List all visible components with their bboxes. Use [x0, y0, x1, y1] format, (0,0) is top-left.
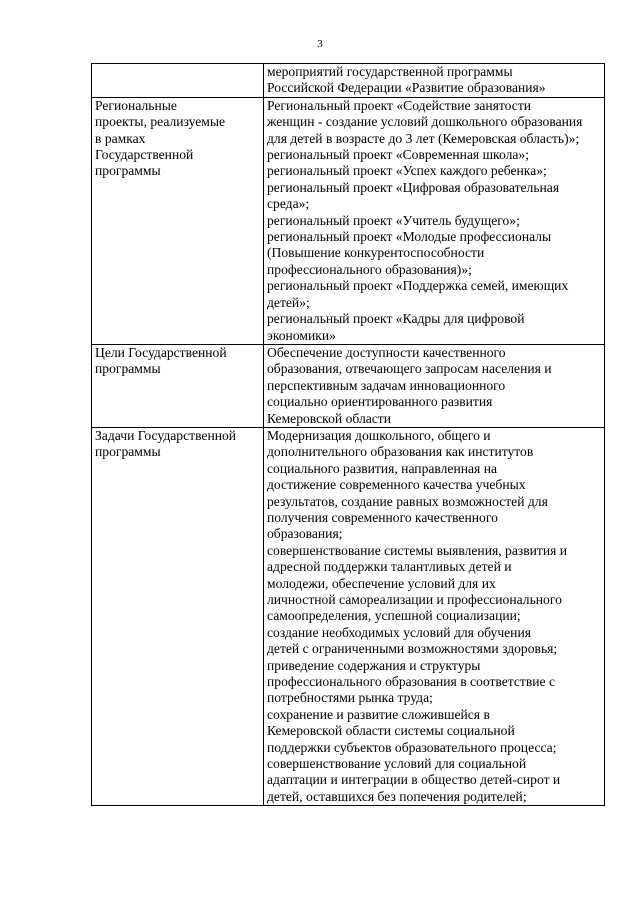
content-line: Модернизация дошкольного, общего и	[267, 427, 491, 443]
content-line: социального развития, направленная на	[267, 460, 498, 476]
table-row-tasks-row	[92, 427, 605, 805]
content-line: мероприятий государственной программы	[267, 64, 513, 79]
table-body	[92, 64, 605, 806]
content-line: детей»;	[267, 294, 310, 310]
content-line: самоопределения, успешной социализации;	[267, 608, 521, 624]
content-line: совершенствование условий для социальной	[267, 756, 527, 772]
content-line: (Повышение конкурентоспособности	[267, 245, 485, 261]
content-line: Кемеровской области системы социальной	[267, 723, 515, 739]
content-line: потребностями рынка труда;	[267, 690, 433, 706]
content-line: адресной поддержки талантливых детей и	[267, 559, 512, 575]
content-line: получения современного качественного	[267, 509, 498, 525]
row-content-cell	[264, 344, 605, 427]
content-line: профессионального образования)»;	[267, 261, 472, 277]
content-line: личностной самореализации и профессионального	[267, 592, 562, 607]
label-line: проекты, реализуемые	[95, 114, 226, 130]
content-line: детей, оставшихся без попечения родителей;	[267, 788, 527, 804]
content-line: региональный проект «Молодые профессионалы	[267, 229, 552, 245]
content-line: создание необходимых условий для обучения	[267, 624, 531, 640]
content-line: Российской Федерации «Развитие образования»	[267, 80, 546, 96]
content-line: региональный проект «Учитель будущего»;	[267, 212, 520, 228]
content-line: перспективным задачам инновационного	[267, 377, 506, 393]
program-passport-table	[91, 63, 605, 806]
label-line: Региональные	[95, 97, 177, 113]
content-line: Региональный проект «Содействие занятости	[267, 97, 532, 113]
content-line: молодежи, обеспечение условий для их	[267, 575, 496, 591]
content-line: женщин - создание условий дошкольного образования	[267, 114, 583, 130]
content-line: детей с ограниченными возможностями здоровья;	[267, 641, 558, 657]
content-line: приведение содержания и структуры	[267, 657, 481, 673]
table-row-continuation-row	[92, 64, 605, 98]
content-line: экономики»	[267, 327, 336, 343]
content-line: социально ориентированного развития	[267, 394, 493, 410]
row-content-cell	[264, 97, 605, 344]
content-line: адаптации и интеграции в общество детей-сирот и	[267, 772, 561, 788]
content-line: Обеспечение доступности качественного	[267, 344, 506, 360]
row-label-cell	[92, 64, 264, 98]
table-row-regional-projects-row	[92, 97, 605, 344]
table-row-goals-row	[92, 344, 605, 427]
content-line: сохранение и развитие сложившейся в	[267, 706, 490, 722]
label-line: в рамках	[95, 130, 146, 146]
content-line: для детей в возрасте до 3 лет (Кемеровская область)»;	[267, 130, 580, 146]
row-content-cell	[264, 64, 605, 98]
label-line: Цели Государственной	[95, 344, 227, 360]
content-line: региональный проект «Поддержка семей, имеющих	[267, 278, 569, 294]
content-line: достижение современного качества учебных	[267, 477, 526, 493]
row-label-cell	[92, 344, 264, 427]
page-number: 3	[317, 38, 323, 50]
content-line: региональный проект «Кадры для цифровой	[267, 311, 525, 327]
label-line: Государственной	[95, 147, 194, 163]
content-line: региональный проект «Современная школа»;	[267, 147, 529, 163]
content-line: среда»;	[267, 196, 310, 212]
content-line: региональный проект «Успех каждого ребенка»;	[267, 163, 547, 179]
label-line: программы	[95, 444, 161, 460]
content-line: профессионального образования в соответствие с	[267, 674, 556, 690]
row-label-cell	[92, 427, 264, 805]
content-line: совершенствование системы выявления, развития и	[267, 542, 568, 558]
content-line: дополнительного образования как институтов	[267, 444, 534, 460]
label-line: Задачи Государственной	[95, 427, 237, 443]
content-line: образования, отвечающего запросам населения и	[267, 361, 552, 377]
content-line: поддержки субъектов образовательного процесса;	[267, 739, 557, 755]
content-line: результатов, создание равных возможностей для	[267, 493, 548, 509]
label-line: программы	[95, 361, 161, 377]
row-content-cell	[264, 427, 605, 805]
content-line: образования;	[267, 526, 343, 542]
label-line: программы	[95, 163, 161, 179]
content-line: региональный проект «Цифровая образовательная	[267, 179, 560, 195]
content-line: Кемеровской области	[267, 410, 392, 426]
row-label-cell	[92, 97, 264, 344]
